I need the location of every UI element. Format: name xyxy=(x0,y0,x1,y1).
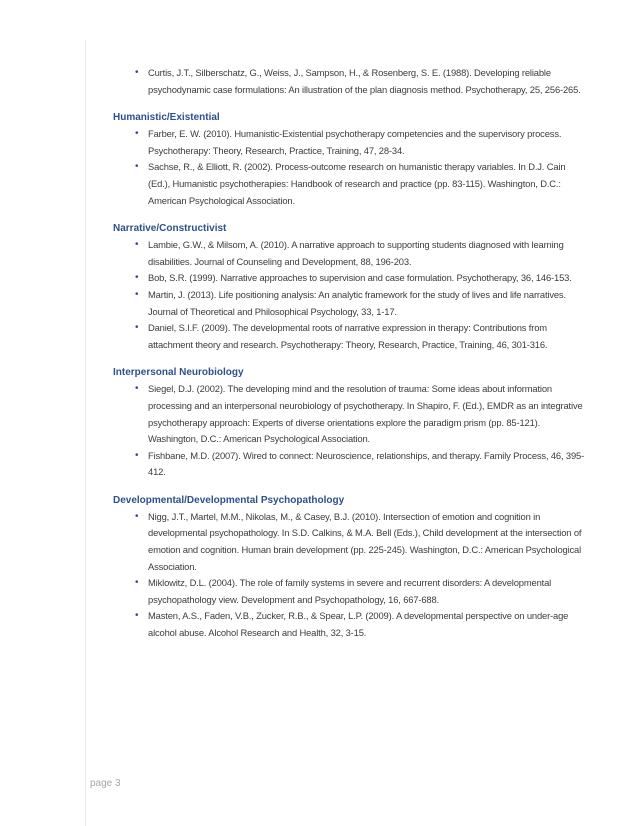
bullet-icon: • xyxy=(135,128,139,140)
reference-text: Siegel, D.J. (2002). The developing mind and the resolution of trauma: Some ideas about information processing and an interpersonal neurobiology of psychotherapy. In Shapiro, F. (Ed.), EMDR as an integrative psychotherapy approach: Experts of diverse orientations explore the paradigm prism (pp. 85-121). Washington, D.C.: American Psychological Association. xyxy=(148,383,583,445)
page-number: page 3 xyxy=(90,778,121,789)
reference-item xyxy=(113,270,588,287)
bullet-icon: • xyxy=(135,510,139,522)
reference-text: Masten, A.S., Faden, V.B., Zucker, R.B., & Spear, L.P. (2009). A developmental perspective on under-age alcohol abuse. Alcohol Research and Health, 32, 3-15. xyxy=(148,610,569,639)
section-heading: Humanistic/Existential xyxy=(113,112,220,124)
reference-items xyxy=(113,509,588,642)
reference-text: Martin, J. (2013). Life positioning analysis: An analytic framework for the study of lives and life narratives. Journal of Theoretical and Philosophical Psychology, 33, 1-17. xyxy=(148,288,566,317)
reference-text: Lambie, G.W., & Milsom, A. (2010). A narrative approach to supporting students diagnosed with learning disabilities. Journal of Counseling and Development, 88, 196-203. xyxy=(148,239,564,267)
reference-text: Sachse, R., & Elliott, R. (2002). Process-outcome research on humanistic therapy variables. In D.J. Cain (Ed.), Humanistic psychotherapies: Handbook of research and practice (pp. 83-115). Washington, D.C.: American Psychological Association. xyxy=(148,161,566,206)
margin-rule xyxy=(85,40,86,826)
reference-item xyxy=(113,575,588,608)
reference-text: Bob, S.R. (1999). Narrative approaches to supervision and case formulation. Psychotherapy, 36, 146-153. xyxy=(148,272,572,284)
reference-text: Nigg, J.T., Martel, M.M., Nikolas, M., & Casey, B.J. (2010). Intersection of emotion and cognition in developmental psychopathology. In S.D. Calkins, & M.A. Bell (Eds.), Child development at the intersection of emotion and cognition. Human brain development (pp. 225-245). Washington, D.C.: American Psychological Association. xyxy=(148,510,582,572)
bullet-icon: • xyxy=(135,610,139,622)
bullet-icon: • xyxy=(135,161,139,173)
reference-text: Daniel, S.I.F. (2009). The developmental roots of narrative expression in therapy: Contributions from attachment theory and research. Psychotherapy: Theory, Research, Practice, Training, 46, 301-316. xyxy=(148,322,548,350)
reference-item xyxy=(113,608,588,641)
reference-item xyxy=(113,65,588,98)
reference-item xyxy=(113,509,588,575)
reference-item xyxy=(113,126,588,159)
bullet-icon: • xyxy=(135,272,139,284)
reference-items xyxy=(113,126,588,209)
bullet-icon: • xyxy=(135,577,139,589)
reference-item xyxy=(113,320,588,353)
reference-text: Miklowitz, D.L. (2004). The role of family systems in severe and recurrent disorders: A developmental psychopathology view. Development and Psychopathology, 16, 667-688. xyxy=(148,577,552,605)
reference-section xyxy=(113,493,588,642)
reference-text: Fishbane, M.D. (2007). Wired to connect: Neuroscience, relationships, and therapy. Family Process, 46, 395-412. xyxy=(148,449,585,478)
reference-section xyxy=(113,221,588,353)
reference-items xyxy=(113,237,588,353)
reference-list xyxy=(113,65,588,654)
reference-section xyxy=(113,110,588,209)
bullet-icon: • xyxy=(135,239,139,251)
reference-text: Farber, E. W. (2010). Humanistic-Existential psychotherapy competencies and the supervisory process. Psychotherapy: Theory, Research, Practice, Training, 47, 28-34. xyxy=(148,128,562,156)
bullet-icon: • xyxy=(135,67,139,78)
reference-item xyxy=(113,448,588,481)
reference-items xyxy=(113,381,588,481)
reference-item xyxy=(113,159,588,209)
reference-item xyxy=(113,287,588,320)
reference-section xyxy=(113,65,588,98)
reference-section xyxy=(113,365,588,481)
bullet-icon: • xyxy=(135,288,139,300)
reference-items xyxy=(113,65,588,98)
section-heading: Developmental/Developmental Psychopathology xyxy=(113,494,345,506)
bullet-icon: • xyxy=(135,449,139,461)
bullet-icon: • xyxy=(135,322,139,334)
bullet-icon: • xyxy=(135,383,139,395)
reference-item xyxy=(113,381,588,447)
reference-text: Curtis, J.T., Silberschatz, G., Weiss, J., Sampson, H., & Rosenberg, S. E. (1988). Developing reliable psychodynamic case formulations: An illustration of the plan diagnosis method. Psychotherapy, 25, 256-265. xyxy=(148,67,581,95)
reference-item xyxy=(113,237,588,270)
section-heading: Narrative/Constructivist xyxy=(113,223,227,235)
section-heading: Interpersonal Neurobiology xyxy=(113,367,244,379)
